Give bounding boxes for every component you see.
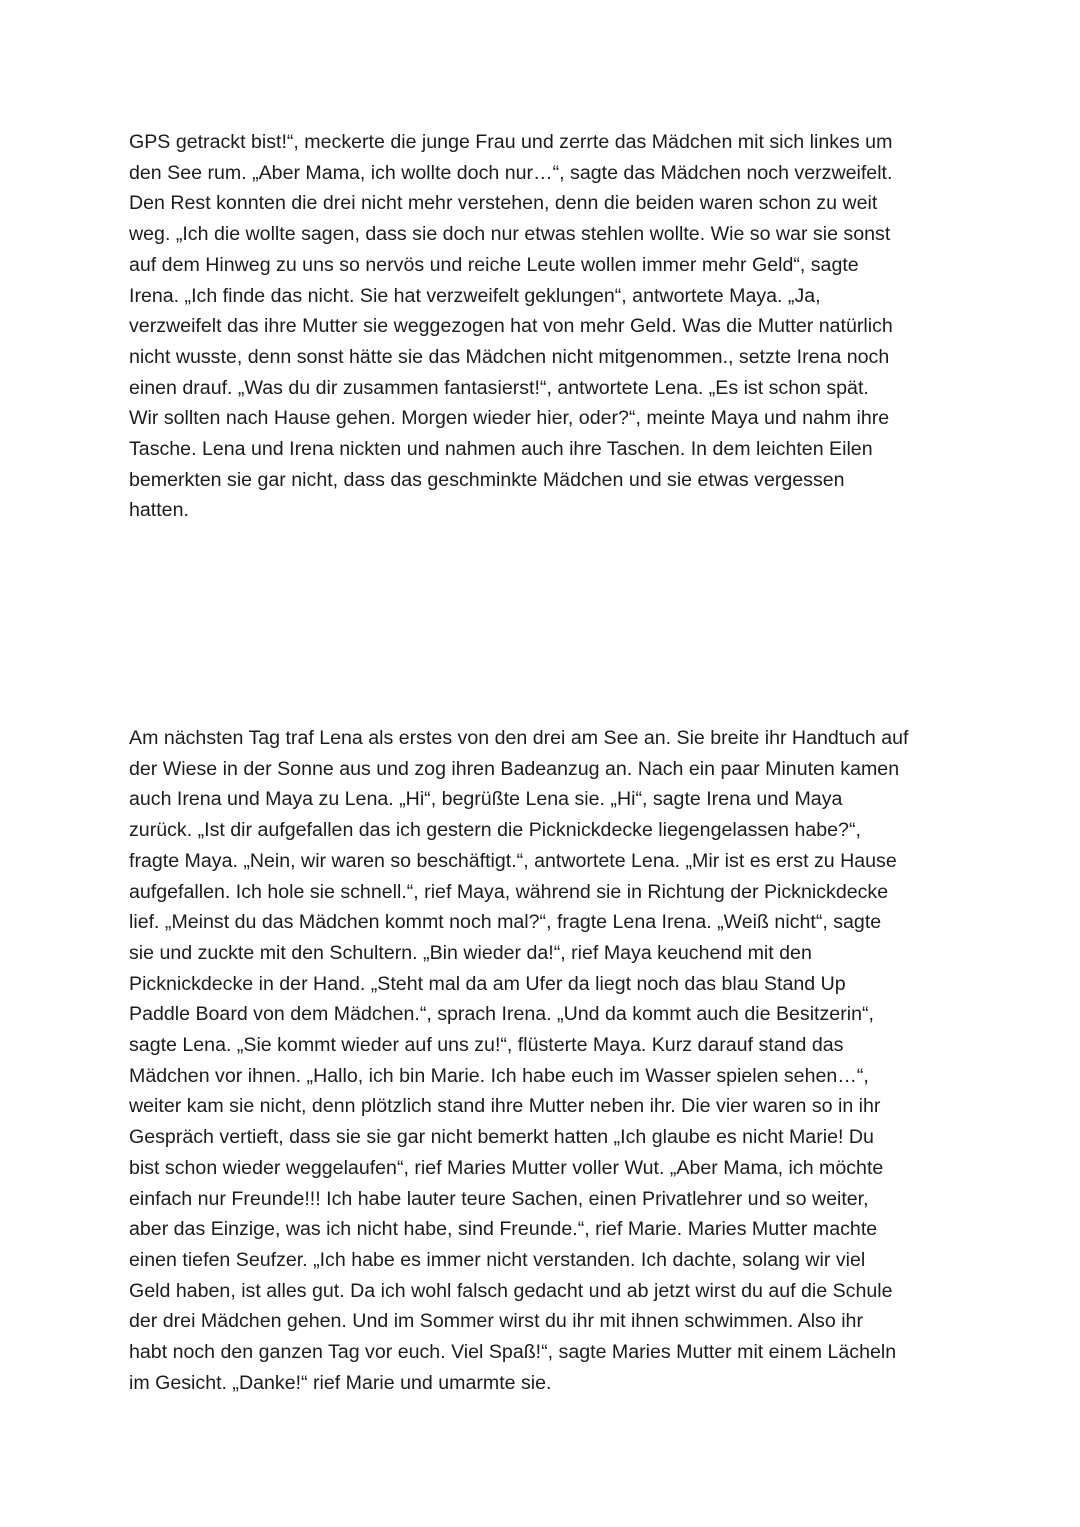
text-line: weg. „Ich die wollte sagen, dass sie doch nur etwas stehlen wollte. Wie so war sie sonst [129,223,891,246]
text-line: zurück. „Ist dir aufgefallen das ich gestern die Picknickdecke liegengelassen habe?“, [129,819,861,842]
text-line: fragte Maya. „Nein, wir waren so beschäftigt.“, antwortete Lena. „Mir ist es erst zu Hause [129,849,897,872]
text-line: den See rum. „Aber Mama, ich wollte doch nur…“, sagte das Mädchen noch verzweifelt. [129,161,893,184]
text-line: weiter kam sie nicht, denn plötzlich stand ihre Mutter neben ihr. Die vier waren so in ihr [129,1095,881,1118]
text-line: Wir sollten nach Hause gehen. Morgen wieder hier, oder?“, meinte Maya und nahm ihre [129,407,890,430]
text-line: Geld haben, ist alles gut. Da ich wohl falsch gedacht und ab jetzt wirst du auf die Schule [129,1279,893,1302]
text-line: bist schon wieder weggelaufen“, rief Maries Mutter voller Wut. „Aber Mama, ich möchte [129,1156,884,1179]
paragraph-1 [129,127,957,526]
text-line: habt noch den ganzen Tag vor euch. Viel Spaß!“, sagte Maries Mutter mit einem Lächeln [129,1341,897,1364]
text-line: Den Rest konnten die drei nicht mehr verstehen, denn die beiden waren schon zu weit [129,192,878,215]
text-line: im Gesicht. „Danke!“ rief Marie und umarmte sie. [129,1371,552,1394]
text-line: Picknickdecke in der Hand. „Steht mal da am Ufer da liegt noch das blau Stand Up [129,972,846,995]
text-line: verzweifelt das ihre Mutter sie weggezogen hat von mehr Geld. Was die Mutter natürlich [129,315,893,338]
text-line: der Wiese in der Sonne aus und zog ihren Badeanzug an. Nach ein paar Minuten kamen [129,757,900,780]
text-line: sie und zuckte mit den Schultern. „Bin wieder da!“, rief Maya keuchend mit den [129,941,812,964]
text-line: aber das Einzige, was ich nicht habe, sind Freunde.“, rief Marie. Maries Mutter machte [129,1218,878,1241]
text-line: Tasche. Lena und Irena nickten und nahmen auch ihre Taschen. In dem leichten Eilen [129,438,873,461]
paragraph-2 [129,723,957,1398]
text-line: auch Irena und Maya zu Lena. „Hi“, begrüßte Lena sie. „Hi“, sagte Irena und Maya [129,788,843,811]
text-line: Gespräch vertieft, dass sie sie gar nicht bemerkt hatten „Ich glaube es nicht Marie! Du [129,1126,874,1149]
text-line: sagte Lena. „Sie kommt wieder auf uns zu!“, flüsterte Maya. Kurz darauf stand das [129,1034,844,1057]
text-line: auf dem Hinweg zu uns so nervös und reiche Leute wollen immer mehr Geld“, sagte [129,253,859,276]
text-line: nicht wusste, denn sonst hätte sie das Mädchen nicht mitgenommen., setzte Irena noch [129,345,890,368]
text-line: aufgefallen. Ich hole sie schnell.“, rief Maya, während sie in Richtung der Picknickdecke [129,880,889,903]
text-line: bemerkten sie gar nicht, dass das geschminkte Mädchen und sie etwas vergessen [129,468,845,491]
text-line: der drei Mädchen gehen. Und im Sommer wirst du ihr mit ihnen schwimmen. Also ihr [129,1310,863,1333]
text-line: hatten. [129,499,189,522]
text-line: einen tiefen Seufzer. „Ich habe es immer nicht verstanden. Ich dachte, solang wir viel [129,1248,866,1271]
text-line: Am nächsten Tag traf Lena als erstes von den drei am See an. Sie breite ihr Handtuch auf [129,727,909,749]
text-line: lief. „Meinst du das Mädchen kommt noch mal?“, fragte Lena Irena. „Weiß nicht“, sagte [129,911,882,934]
text-line: GPS getrackt bist!“, meckerte die junge Frau und zerrte das Mädchen mit sich linkes um [129,131,893,153]
text-line: einfach nur Freunde!!! Ich habe lauter teure Sachen, einen Privatlehrer und so weiter, [129,1187,869,1210]
text-line: Mädchen vor ihnen. „Hallo, ich bin Marie. Ich habe euch im Wasser spielen sehen…“, [129,1064,869,1087]
text-line: einen drauf. „Was du dir zusammen fantasierst!“, antwortete Lena. „Es ist schon spät. [129,376,869,399]
text-line: Paddle Board von dem Mädchen.“, sprach Irena. „Und da kommt auch die Besitzerin“, [129,1003,874,1026]
text-line: Irena. „Ich finde das nicht. Sie hat verzweifelt geklungen“, antwortete Maya. „Ja, [129,284,821,307]
